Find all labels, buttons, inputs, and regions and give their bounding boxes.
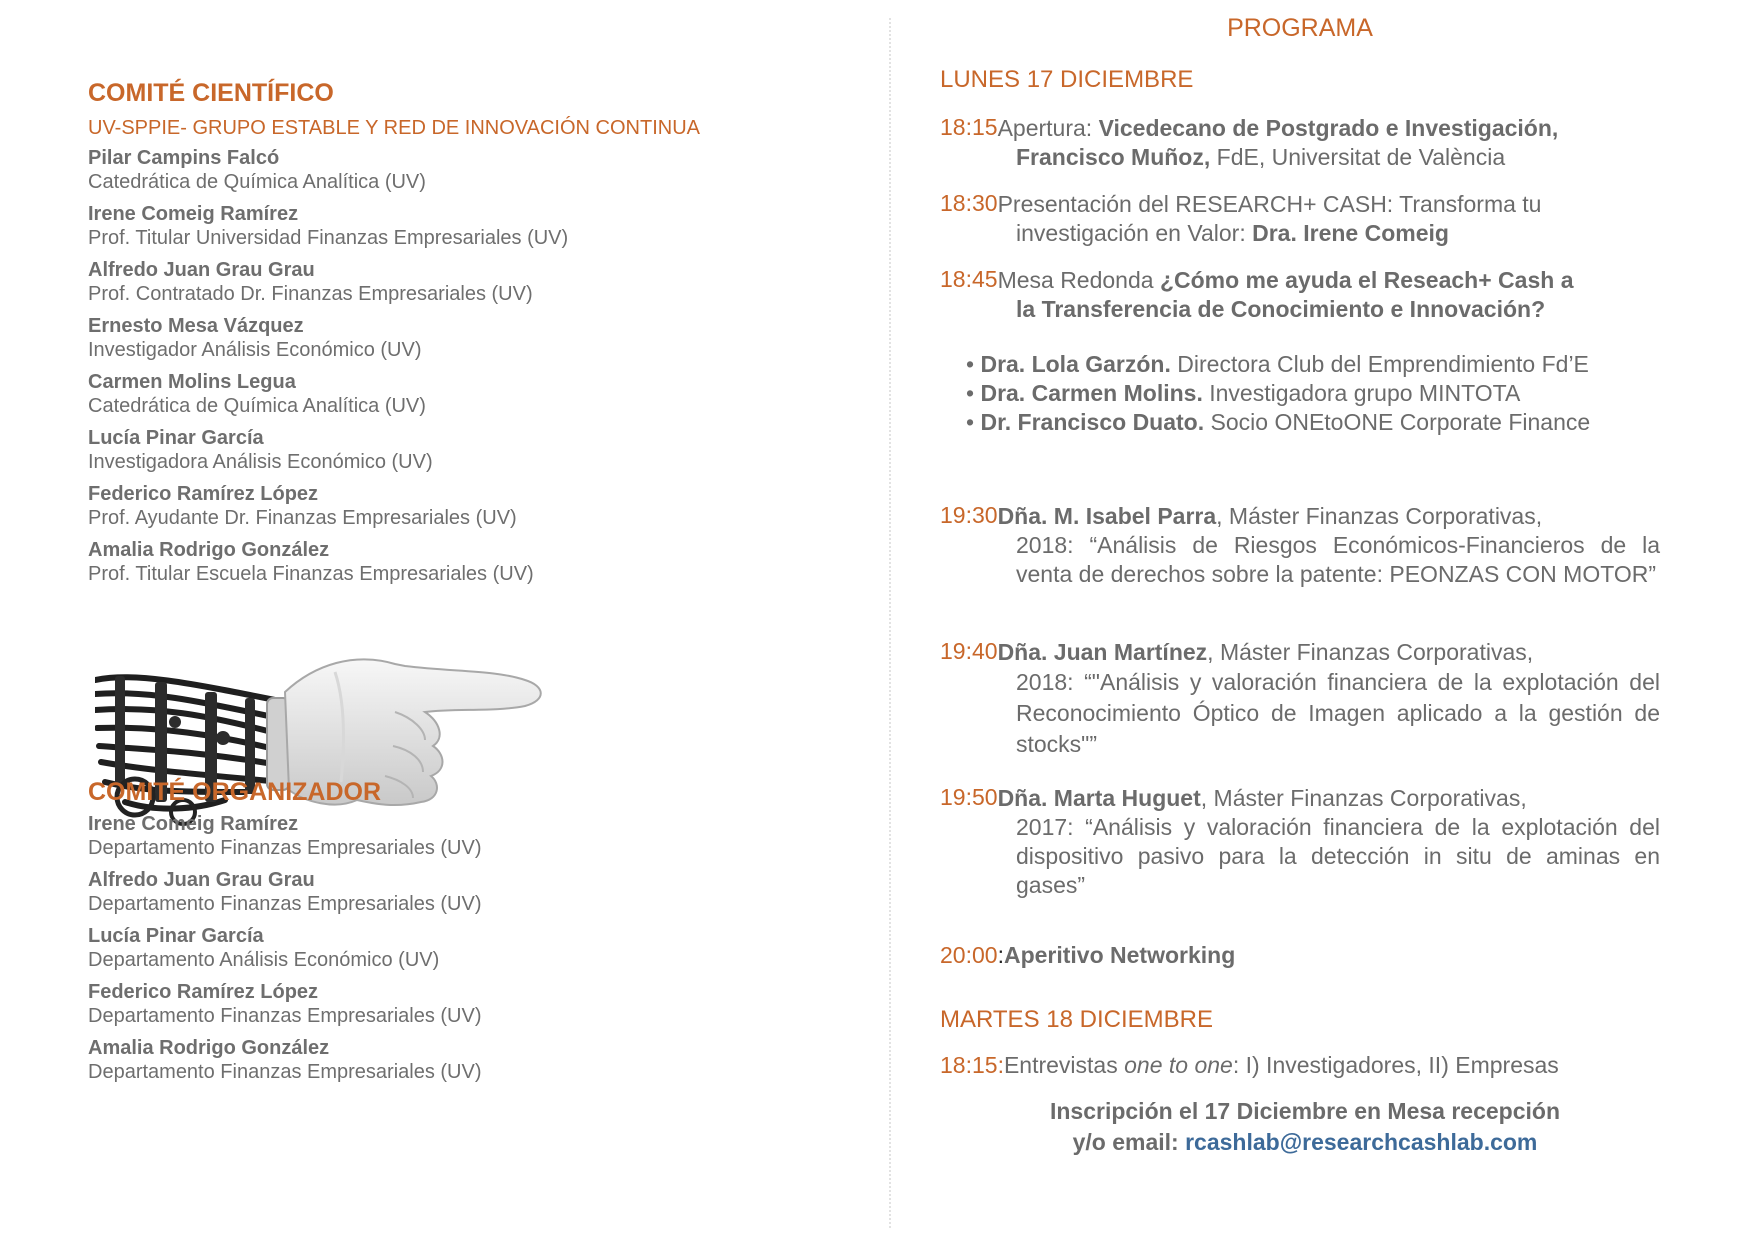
item-time: 19:50 [940,784,998,810]
member-role: Prof. Ayudante Dr. Finanzas Empresariales (UV) [88,507,517,529]
item-text: : I) Investigadores, II) Empresas [1232,1052,1559,1078]
left-column [88,74,788,594]
item-text: FdE, Universitat de València [1210,144,1506,170]
member-role: Prof. Titular Universidad Finanzas Empresariales (UV) [88,227,569,249]
comite-organizador-title: COMITÉ ORGANIZADOR [88,778,382,806]
registration-note [1000,1096,1610,1158]
member-name: Lucía Pinar García [88,925,264,947]
email-label: y/o email: [1072,1129,1186,1155]
member-name: Pilar Campins Falcó [88,147,280,169]
registration-line: Inscripción el 17 Diciembre en Mesa recepción [1049,1098,1561,1124]
member-name: Federico Ramírez López [88,981,319,1003]
speaker-role: Socio ONEtoONE Corporate Finance [1204,409,1591,435]
comite-cientifico-list [88,146,788,586]
member-item [88,980,788,1028]
item-bold: ¿Cómo me ayuda el Reseach+ Cash a [1159,267,1574,293]
item-bold: Vicedecano de Postgrado e Investigación, [1098,115,1559,141]
member-name: Alfredo Juan Grau Grau [88,869,315,891]
item-text: Entrevistas [1003,1052,1125,1078]
member-name: Irene Comeig Ramírez [88,203,299,225]
member-item [88,370,788,418]
list-item [966,408,1666,437]
member-role: Departamento Finanzas Empresariales (UV) [88,1005,482,1027]
member-item [88,426,788,474]
item-time: 18:15 [940,1052,998,1078]
item-bold: Francisco Muñoz, [1016,144,1211,170]
bullet-dot: • [966,380,975,406]
item-bold: Dña. Juan Martínez [997,639,1208,665]
program-item-1950 [940,784,1660,900]
member-role: Departamento Análisis Económico (UV) [88,949,440,971]
item-text: investigación en Valor: [1016,220,1253,246]
bullet-dot: • [966,351,975,377]
member-name: Ernesto Mesa Vázquez [88,315,304,337]
item-text: 2017: “Análisis y valoración financiera de la explotación del dispositivo pasivo para la detección in situ de aminas en gases” [1016,814,1660,898]
item-time: 20:00 [940,942,998,968]
member-name: Irene Comeig Ramírez [88,813,299,835]
item-time: 18:15 [940,114,998,140]
speaker-name: Dra. Carmen Molins. [974,380,1203,406]
item-text: 2018: “"Análisis y valoración financiera de la explotación del Reconocimiento Óptico de Imagen aplicado a la gestión de stocks"” [1016,669,1660,757]
member-role: Catedrática de Química Analítica (UV) [88,171,426,193]
email-link[interactable]: rcashlab@researchcashlab.com [1185,1129,1538,1155]
item-bold: Aperitivo Networking [1003,942,1236,968]
item-text: Mesa Redonda [997,267,1160,293]
program-item-2000 [940,942,1660,969]
member-name: Lucía Pinar García [88,427,264,449]
day-2-heading: MARTES 18 DICIEMBRE [940,1006,1213,1033]
member-role: Investigadora Análisis Económico (UV) [88,451,433,473]
program-item-1845 [940,266,1660,324]
item-bold: Dña. Marta Huguet [997,785,1201,811]
programa-title: PROGRAMA [1227,14,1373,42]
member-item [88,202,788,250]
item-text: Apertura: [997,115,1099,141]
comite-cientifico-title: COMITÉ CIENTÍFICO [88,79,334,107]
program-item-1830 [940,190,1660,248]
comite-cientifico-subtitle: UV-SPPIE- GRUPO ESTABLE Y RED DE INNOVACIÓN CONTINUA [88,117,700,139]
member-item [88,1036,788,1084]
member-item [88,314,788,362]
item-emphasis: one to one [1124,1052,1233,1078]
item-text: Presentación del RESEARCH+ CASH: Transforma tu [997,191,1542,217]
member-name: Amalia Rodrigo González [88,1037,330,1059]
member-name: Federico Ramírez López [88,483,319,505]
member-role: Investigador Análisis Económico (UV) [88,339,422,361]
item-bold: Dra. Irene Comeig [1252,220,1449,246]
list-item [966,379,1666,408]
program-item-1940 [940,638,1660,760]
member-item [88,146,788,194]
member-item [88,258,788,306]
member-item [88,482,788,530]
column-divider [889,18,891,1228]
speaker-role: Investigadora grupo MINTOTA [1202,380,1521,406]
item-time: 19:30 [940,502,998,528]
item-bold: la Transferencia de Conocimiento e Innovación? [1016,296,1546,322]
program-item-1930 [940,502,1660,589]
item-time: 19:40 [940,638,998,664]
member-role: Departamento Finanzas Empresariales (UV) [88,1061,482,1083]
item-text: , Máster Finanzas Corporativas, [1207,639,1534,665]
organizador-section [88,772,788,1092]
speaker-name: Dra. Lola Garzón. [974,351,1171,377]
speaker-role: Directora Club del Emprendimiento Fd’E [1170,351,1589,377]
member-name: Amalia Rodrigo González [88,539,330,561]
member-item [88,538,788,586]
list-item [966,350,1666,379]
member-role: Departamento Finanzas Empresariales (UV) [88,837,482,859]
member-role: Departamento Finanzas Empresariales (UV) [88,893,482,915]
speaker-name: Dr. Francisco Duato. [974,409,1205,435]
item-colon: : [997,942,1004,968]
program-item-1815 [940,114,1660,172]
item-colon: : [997,1052,1004,1078]
item-time: 18:45 [940,266,998,292]
bullet-dot: • [966,409,975,435]
item-time: 18:30 [940,190,998,216]
item-text: , Máster Finanzas Corporativas, [1216,503,1543,529]
member-role: Catedrática de Química Analítica (UV) [88,395,426,417]
member-item [88,812,788,860]
item-text: , Máster Finanzas Corporativas, [1200,785,1527,811]
panel-speakers-list [966,350,1666,437]
comite-organizador-list [88,812,788,1084]
day-1-heading: LUNES 17 DICIEMBRE [940,66,1194,93]
member-name: Carmen Molins Legua [88,371,296,393]
member-name: Alfredo Juan Grau Grau [88,259,315,281]
member-item [88,868,788,916]
member-role: Prof. Titular Escuela Finanzas Empresariales (UV) [88,563,534,585]
program-item-day2-1815 [940,1052,1660,1079]
item-text: 2018: “Análisis de Riesgos Económicos-Financieros de la venta de derechos sobre la patente: PEONZAS CON MOTOR” [1016,532,1660,587]
member-role: Prof. Contratado Dr. Finanzas Empresariales (UV) [88,283,533,305]
item-bold: Dña. M. Isabel Parra [997,503,1217,529]
member-item [88,924,788,972]
